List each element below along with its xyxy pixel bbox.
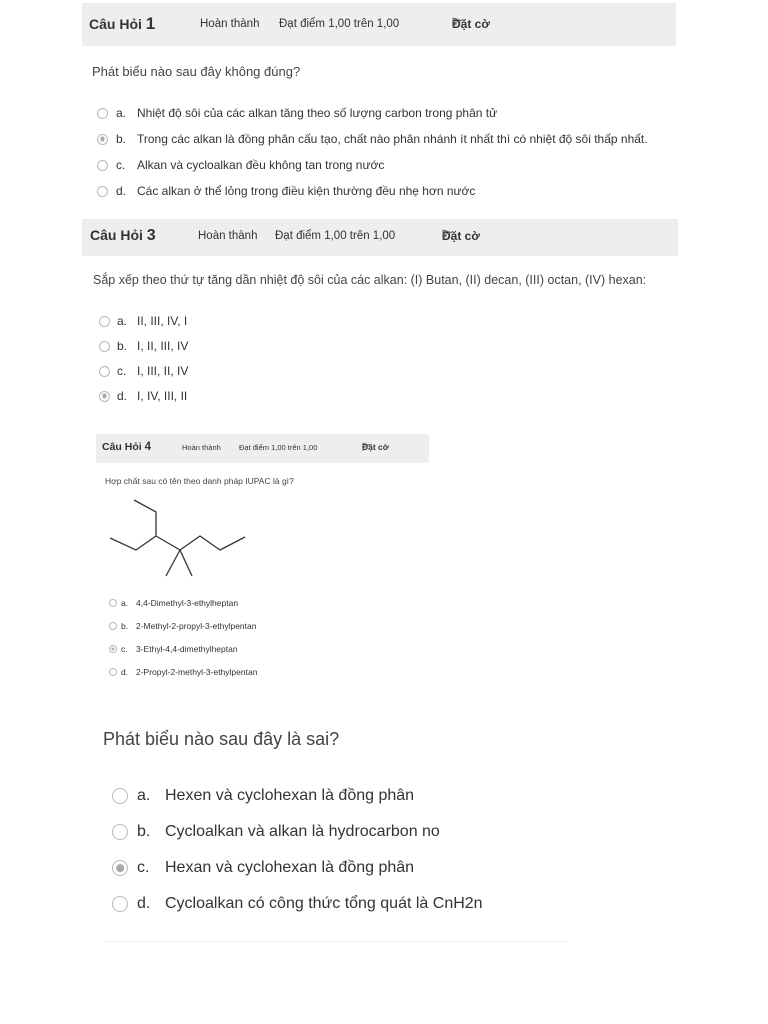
q1-option-b[interactable] — [97, 132, 648, 146]
option-text: Alkan và cycloalkan đều không tan trong nước — [137, 158, 385, 172]
radio-button[interactable] — [99, 316, 110, 327]
question-5-text: Phát biểu nào sau đây là sai? — [103, 729, 340, 749]
question-1-status: Hoàn thành — [200, 18, 260, 30]
radio-button[interactable] — [112, 896, 128, 912]
question-4-status: Hoàn thành — [182, 443, 221, 452]
option-letter: a. — [137, 787, 151, 804]
radio-button[interactable] — [97, 108, 108, 119]
flag-icon — [442, 229, 452, 244]
q5-option-b[interactable] — [112, 823, 440, 841]
option-text: I, IV, III, II — [137, 389, 188, 403]
q5-option-d[interactable] — [112, 895, 483, 913]
option-letter: a. — [121, 598, 129, 608]
q4-option-b[interactable] — [109, 621, 256, 631]
q3-option-d[interactable] — [99, 389, 187, 403]
option-text: 2-Methyl-2-propyl-3-ethylpentan — [136, 621, 257, 631]
q5-option-c[interactable] — [112, 859, 414, 877]
option-letter: a. — [116, 106, 127, 120]
option-text: Hexen và cyclohexan là đồng phân — [165, 787, 415, 804]
option-text: Nhiệt độ sôi của các alkan tăng theo số lượng carbon trong phân tử — [137, 106, 498, 120]
radio-button[interactable] — [99, 391, 110, 402]
question-1-title: Câu Hỏi 1 — [89, 14, 156, 33]
question-4-text: Hợp chất sau có tên theo danh pháp IUPAC là gì? — [105, 476, 294, 486]
q3-option-c[interactable] — [99, 364, 188, 378]
question-1-flag[interactable]: Đặt cờ — [452, 17, 490, 31]
radio-button[interactable] — [99, 341, 110, 352]
radio-button[interactable] — [112, 824, 128, 840]
option-text: 2-Propyl-2-methyl-3-ethylpentan — [136, 667, 258, 677]
radio-button[interactable] — [97, 134, 108, 145]
q3-option-b[interactable] — [99, 339, 188, 353]
radio-button[interactable] — [109, 622, 117, 630]
question-3-text: Sắp xếp theo thứ tự tăng dần nhiệt độ sôi của các alkan: (I) Butan, (II) decan, (III) octan, (IV) hexan: — [93, 273, 647, 287]
radio-button[interactable] — [112, 860, 128, 876]
option-letter: b. — [137, 823, 151, 840]
option-letter: d. — [121, 667, 129, 677]
question-4-title: Câu Hỏi 4 — [102, 441, 151, 453]
q1-option-d[interactable] — [97, 184, 475, 198]
option-letter: d. — [137, 895, 151, 912]
flag-icon — [452, 17, 462, 32]
question-3-title: Câu Hỏi 3 — [90, 227, 156, 244]
divider — [104, 941, 568, 942]
option-letter: b. — [116, 132, 127, 146]
radio-button[interactable] — [97, 186, 108, 197]
q1-option-a[interactable] — [97, 106, 497, 120]
question-3-header — [82, 219, 678, 256]
option-letter: c. — [121, 644, 128, 654]
question-4-score: Đạt điểm 1,00 trên 1,00 — [239, 443, 318, 452]
question-3-score: Đạt điểm 1,00 trên 1,00 — [275, 230, 396, 242]
q4-option-d[interactable] — [109, 667, 257, 677]
radio-button[interactable] — [97, 160, 108, 171]
question-3-status: Hoàn thành — [198, 230, 258, 242]
q5-option-a[interactable] — [112, 787, 414, 805]
question-1-text: Phát biểu nào sau đây không đúng? — [92, 64, 301, 79]
option-letter: d. — [116, 184, 127, 198]
option-text: 3-Ethyl-4,4-dimethylheptan — [136, 644, 238, 654]
option-text: II, III, IV, I — [137, 314, 188, 328]
question-1-header — [82, 3, 676, 46]
flag-icon — [362, 442, 370, 454]
question-3-flag[interactable]: Đặt cờ — [442, 229, 480, 243]
option-letter: b. — [117, 339, 128, 353]
question-4-header — [96, 434, 429, 463]
radio-button[interactable] — [109, 645, 117, 653]
question-4-flag[interactable]: Đặt cờ — [362, 442, 389, 452]
option-letter: c. — [116, 158, 126, 172]
q4-option-c[interactable] — [109, 644, 238, 654]
option-text: 4,4-Dimethyl-3-ethylheptan — [136, 598, 239, 608]
option-text: I, III, II, IV — [137, 364, 189, 378]
radio-button[interactable] — [112, 788, 128, 804]
option-text: I, II, III, IV — [137, 339, 189, 353]
option-letter: c. — [137, 859, 150, 876]
option-text: Cycloalkan có công thức tổng quát là CnH2n — [165, 895, 483, 912]
option-letter: d. — [117, 389, 128, 403]
question-1-score: Đạt điểm 1,00 trên 1,00 — [279, 18, 400, 30]
q3-option-a[interactable] — [99, 314, 187, 328]
option-letter: c. — [117, 364, 127, 378]
skeletal-structure — [100, 492, 260, 584]
option-text: Cycloalkan và alkan là hydrocarbon no — [165, 823, 440, 840]
q1-option-c[interactable] — [97, 158, 384, 172]
option-letter: a. — [117, 314, 128, 328]
option-text: Trong các alkan là đồng phân cấu tạo, chất nào phân nhánh ít nhất thì có nhiệt độ sôi thấp nhất. — [137, 132, 648, 146]
q4-option-a[interactable] — [109, 598, 238, 608]
option-text: Hexan và cyclohexan là đồng phân — [165, 859, 415, 876]
radio-button[interactable] — [109, 599, 117, 607]
radio-button[interactable] — [99, 366, 110, 377]
option-letter: b. — [121, 621, 129, 631]
radio-button[interactable] — [109, 668, 117, 676]
option-text: Các alkan ở thể lỏng trong điều kiện thường đều nhẹ hơn nước — [137, 184, 476, 198]
